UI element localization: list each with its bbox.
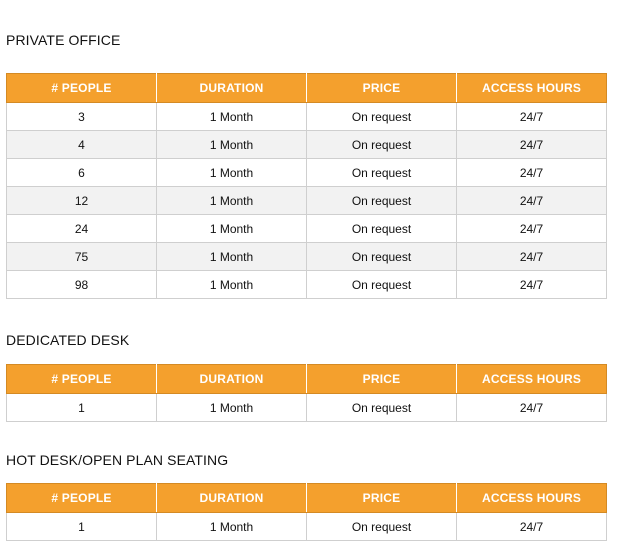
cell-access-hours: 24/7 bbox=[457, 215, 607, 243]
column-header-access-hours: ACCESS HOURS bbox=[457, 484, 607, 513]
table-row bbox=[7, 159, 607, 187]
section-dedicated-desk bbox=[6, 332, 607, 415]
cell-people: 12 bbox=[7, 187, 157, 215]
cell-access-hours: 24/7 bbox=[457, 394, 607, 422]
cell-price: On request bbox=[307, 215, 457, 243]
cell-people: 1 bbox=[7, 513, 157, 541]
table-row bbox=[7, 131, 607, 159]
cell-duration: 1 Month bbox=[157, 243, 307, 271]
cell-duration: 1 Month bbox=[157, 271, 307, 299]
cell-price: On request bbox=[307, 243, 457, 271]
table-row bbox=[7, 271, 607, 299]
pricing-table bbox=[6, 483, 607, 541]
cell-access-hours: 24/7 bbox=[457, 513, 607, 541]
table-header-row bbox=[7, 484, 607, 513]
cell-price: On request bbox=[307, 271, 457, 299]
cell-people: 75 bbox=[7, 243, 157, 271]
cell-access-hours: 24/7 bbox=[457, 131, 607, 159]
section-private-office bbox=[6, 32, 607, 292]
cell-duration: 1 Month bbox=[157, 159, 307, 187]
table-row bbox=[7, 215, 607, 243]
column-header-duration: DURATION bbox=[157, 484, 307, 513]
cell-people: 24 bbox=[7, 215, 157, 243]
table-header-row bbox=[7, 74, 607, 103]
section-title: PRIVATE OFFICE bbox=[6, 32, 121, 48]
cell-price: On request bbox=[307, 394, 457, 422]
cell-duration: 1 Month bbox=[157, 513, 307, 541]
section-title: DEDICATED DESK bbox=[6, 332, 130, 348]
cell-price: On request bbox=[307, 159, 457, 187]
column-header-duration: DURATION bbox=[157, 74, 307, 103]
cell-access-hours: 24/7 bbox=[457, 159, 607, 187]
table-row bbox=[7, 187, 607, 215]
section-title: HOT DESK/OPEN PLAN SEATING bbox=[6, 452, 229, 468]
cell-duration: 1 Month bbox=[157, 215, 307, 243]
column-header-people: # PEOPLE bbox=[7, 484, 157, 513]
column-header-price: PRICE bbox=[307, 74, 457, 103]
cell-people: 3 bbox=[7, 103, 157, 131]
column-header-people: # PEOPLE bbox=[7, 74, 157, 103]
cell-price: On request bbox=[307, 513, 457, 541]
cell-duration: 1 Month bbox=[157, 103, 307, 131]
cell-access-hours: 24/7 bbox=[457, 271, 607, 299]
cell-price: On request bbox=[307, 131, 457, 159]
column-header-duration: DURATION bbox=[157, 365, 307, 394]
table-row bbox=[7, 513, 607, 541]
cell-duration: 1 Month bbox=[157, 131, 307, 159]
column-header-price: PRICE bbox=[307, 484, 457, 513]
column-header-people: # PEOPLE bbox=[7, 365, 157, 394]
pricing-table bbox=[6, 364, 607, 422]
table-row bbox=[7, 103, 607, 131]
section-hot-desk bbox=[6, 452, 607, 534]
cell-people: 6 bbox=[7, 159, 157, 187]
cell-price: On request bbox=[307, 103, 457, 131]
table-row bbox=[7, 394, 607, 422]
table-row bbox=[7, 243, 607, 271]
cell-people: 4 bbox=[7, 131, 157, 159]
cell-duration: 1 Month bbox=[157, 394, 307, 422]
cell-access-hours: 24/7 bbox=[457, 187, 607, 215]
cell-price: On request bbox=[307, 187, 457, 215]
pricing-table bbox=[6, 73, 607, 299]
cell-people: 98 bbox=[7, 271, 157, 299]
cell-access-hours: 24/7 bbox=[457, 103, 607, 131]
cell-access-hours: 24/7 bbox=[457, 243, 607, 271]
table-header-row bbox=[7, 365, 607, 394]
column-header-access-hours: ACCESS HOURS bbox=[457, 74, 607, 103]
cell-duration: 1 Month bbox=[157, 187, 307, 215]
column-header-access-hours: ACCESS HOURS bbox=[457, 365, 607, 394]
column-header-price: PRICE bbox=[307, 365, 457, 394]
cell-people: 1 bbox=[7, 394, 157, 422]
